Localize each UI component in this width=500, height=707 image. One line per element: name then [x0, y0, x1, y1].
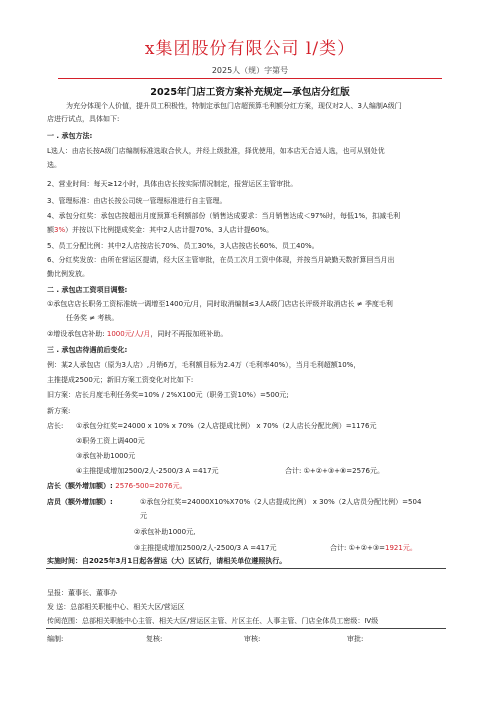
send-to: 发 送：总部相关职能中心、相关大区/营运区 — [47, 603, 185, 611]
manager-extra-value: 2576-500=2076元。 — [115, 482, 187, 490]
line2-pre: ②增设承包店补助: — [47, 330, 107, 338]
signoff-review: 复核: — [146, 635, 163, 643]
section1-line-1: L选人：由店长按A级门店编制标准选取合伙人，并经上级批准，择优使用，如本店无合适人选，也可从别处优 — [47, 147, 385, 155]
signoff-compile: 编制: — [47, 635, 64, 643]
example-line-1: 例：某2人承包店（原为3人店）,月销6万，毛利额目标为2.4万（毛利率40%），当月毛利超额10%， — [47, 361, 361, 369]
header-divider — [58, 78, 442, 79]
intro-line-2: 店进行试点，具体如下: — [47, 115, 120, 123]
staff-item-2: ②承包补助1000元, — [134, 528, 196, 536]
staff-total-pre: 合计: ①+②+③= — [330, 544, 386, 552]
staff-item-1: ①承包分红奖=24000X10%X70%（2人店提成比例） x 30%（2人店员分配比例）=504 — [140, 498, 422, 506]
subsidy-highlight: 1000元/人/月 — [106, 330, 151, 338]
deduction-rate-highlight: 3% — [54, 226, 66, 234]
new-plan-label: 新方案: — [47, 407, 71, 415]
staff-item-1b: 元 — [140, 512, 147, 520]
manager-item-2: ②职务工资上调400元 — [76, 437, 145, 445]
footer-top-rule — [46, 568, 446, 569]
section1-line-5: 4、承包分红奖：承包店按超出月度预算毛利额部份（销售达成要求：当月销售达成＜97%时，每低1%，扣减毛利 — [47, 212, 401, 220]
manager-extra — [47, 481, 187, 491]
section2-line-1b: 任务奖 ≠ 考核。 — [66, 314, 119, 322]
signoff-audit: 审核: — [244, 635, 261, 643]
section1-line-2: 选。 — [47, 161, 61, 169]
staff-total — [330, 543, 417, 553]
company-header: x集团股份有限公司 l/类） — [144, 39, 356, 59]
staff-item-3: ③主推提成增加2500/2人-2500/3 A =417元 — [134, 544, 277, 552]
section1-line-4: 3、管理标准：由店长按公司统一管理标准进行自主管理。 — [47, 197, 227, 205]
document-number: 2025人（规）字第号 — [211, 66, 289, 75]
manager-item-4: ④主推提成增加2500/2人-2500/3 A =417元 — [76, 467, 219, 475]
staff-label: 店员（额外增加额）: — [47, 498, 113, 506]
section1-line-3: 2、营业时间：每天≥12小时，具体由店长按实际情况制定，报营运区主管审批。 — [47, 180, 298, 188]
staff-total-value: 1921元。 — [385, 544, 417, 552]
section2-line-1: ①承包店店长职务工资标准统一调增至1400元/月，同时取消编制≤3人A级门店店长评级并取消店长 ≠ 季度毛利 — [47, 300, 393, 308]
old-plan-line: 旧方案：店长月度毛利任务奖=10% / 2%X100元（职务工资10%）=500元; — [47, 391, 289, 399]
example-line-2: 主推提成2500元；新旧方案工资变化对比如下: — [47, 376, 194, 384]
section1-line-5b — [47, 225, 273, 235]
report-to: 呈报：董事长、董事办 — [47, 589, 117, 597]
intro-line-1: 为充分体现个人价值，提升员工积极性，特制定承包门店超预算毛利额分红方案，现仅对2人、3人编制A级门 — [66, 102, 402, 110]
section1-line-7: 6、分红奖发放：由所在营运区提请，经大区主管审批，在员工次月工资中体现，并按当月缺勤天数折算回当月出 — [47, 256, 395, 264]
manager-extra-label: 店长（额外增加额）: — [47, 482, 116, 490]
manager-label: 店长: — [47, 422, 64, 430]
section2-line-2 — [47, 329, 227, 339]
line2-post: ，同时不再报加班补助。 — [150, 330, 228, 338]
section3-heading: 三 . 承包店待遇前后变化: — [47, 346, 128, 354]
footer-mid-rule — [46, 628, 446, 629]
manager-item-1: ①承包分红奖=24000 x 10% x 70%（2人店提成比例） x 70%（2人店长分配比例）=1176元 — [76, 422, 377, 430]
section1-line-8: 勤比例发放。 — [47, 270, 89, 278]
manager-item-3: ③承包补助1000元 — [76, 452, 136, 460]
line5b-pre: 额 — [47, 226, 54, 234]
signoff-approve: 审批: — [347, 635, 364, 643]
manager-total: 合计: ①+②+③+⑧=2576元。 — [285, 467, 384, 475]
document-title: 2025年门店工资方案补充规定—承包店分红版 — [150, 87, 350, 98]
implementation-line: 实施时间：自2025年3月1日起各营运（大）区试行，请相关单位遵照执行。 — [47, 557, 287, 565]
section2-heading: 二 . 承包店工资项目调整: — [47, 286, 128, 294]
distribution-range: 传阅范围：总部相关职能中心主管、相关大区/营运区主管、片区主任、人事主管、门店全体员工密级：IV级 — [47, 617, 379, 625]
section1-heading: 一 . 承包方法: — [47, 132, 93, 140]
line5b-post: ）并按以下比例提成奖金：其中2人店计提70%、3人店计提60%。 — [65, 226, 274, 234]
section1-line-6: 5、员工分配比例：其中2人店按店长70%、员工30%，3人店按店长60%、员工40%。 — [47, 242, 319, 250]
